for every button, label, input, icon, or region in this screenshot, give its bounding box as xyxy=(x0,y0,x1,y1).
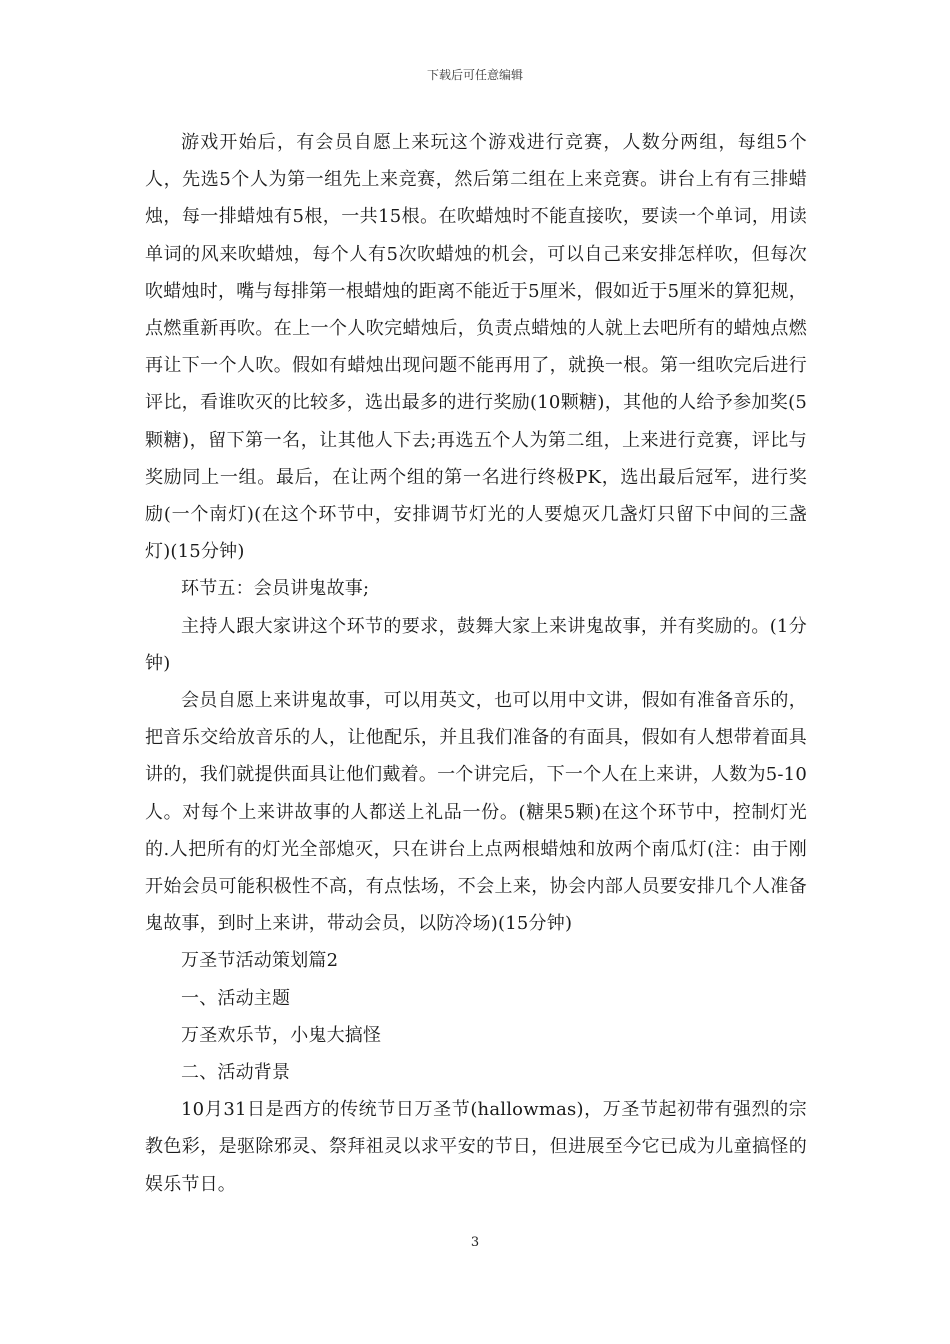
paragraph-theme-heading: 一、活动主题 xyxy=(181,987,291,1009)
paragraph-ghost-stories: 会员自愿上来讲鬼故事，可以用英文，也可以用中文讲，假如有准备音乐的，把音乐交给放音乐的人，让他配乐，并且我们准备的有面具，假如有人想带着面具讲的，我们就提供面具让他们戴着。一个讲完后，下一个人在上来讲，人数为5-10人。对每个上来讲故事的人都送上礼品一份。(糖果5颗)在这个环节中，控制灯光的.人把所有的灯光全部熄灭，只在讲台上点两根蜡烛和放两个南瓜灯(注：由于刚开始会员可能积极性不高，有点怯场，不会上来，协会内部人员要安排几个人准备鬼故事，到时上来讲，带动会员，以防冷场)(15分钟) xyxy=(145,690,807,935)
paragraph-plan-two-title: 万圣节活动策划篇2 xyxy=(181,950,339,972)
paragraph-host-intro: 主持人跟大家讲这个环节的要求，鼓舞大家上来讲鬼故事，并有奖励的。(1分钟) xyxy=(145,615,807,674)
paragraph-background-heading: 二、活动背景 xyxy=(181,1062,291,1084)
paragraph-theme-text: 万圣欢乐节，小鬼大搞怪 xyxy=(181,1024,382,1046)
document-body xyxy=(145,124,807,1203)
paragraph-game-rules: 游戏开始后，有会员自愿上来玩这个游戏进行竞赛，人数分两组，每组5个人，先选5个人为第一组先上来竞赛，然后第二组在上来竞赛。讲台上有有三排蜡烛，每一排蜡烛有5根，一共15根。在吹蜡烛时不能直接吹，要读一个单词，用读单词的风来吹蜡烛，每个人有5次吹蜡烛的机会，可以自己来安排怎样吹，但每次吹蜡烛时，嘴与每排第一根蜡烛的距离不能近于5厘米，假如近于5厘米的算犯规，点燃重新再吹。在上一个人吹完蜡烛后，负责点蜡烛的人就上去吧所有的蜡烛点燃再让下一个人吹。假如有蜡烛出现问题不能再用了，就换一根。第一组吹完后进行评比，看谁吹灭的比较多，选出最多的进行奖励(10颗糖)，其他的人给予参加奖(5颗糖)，留下第一名，让其他人下去;再选五个人为第二组，上来进行竞赛，评比与奖励同上一组。最后，在让两个组的第一名进行终极PK，选出最后冠军，进行奖励(一个南灯)(在这个环节中，安排调节灯光的人要熄灭几盏灯只留下中间的三盏灯)(15分钟) xyxy=(145,132,807,563)
paragraph-background-text: 10月31日是西方的传统节日万圣节(hallowmas)，万圣节起初带有强烈的宗教色彩，是驱除邪灵、祭拜祖灵以求平安的节日，但进展至今它已成为儿童搞怪的娱乐节日。 xyxy=(145,1099,807,1195)
page-header-note: 下载后可任意编辑 xyxy=(426,68,523,82)
page-number: 3 xyxy=(470,1235,480,1250)
paragraph-section-five-heading: 环节五：会员讲鬼故事; xyxy=(181,578,370,600)
